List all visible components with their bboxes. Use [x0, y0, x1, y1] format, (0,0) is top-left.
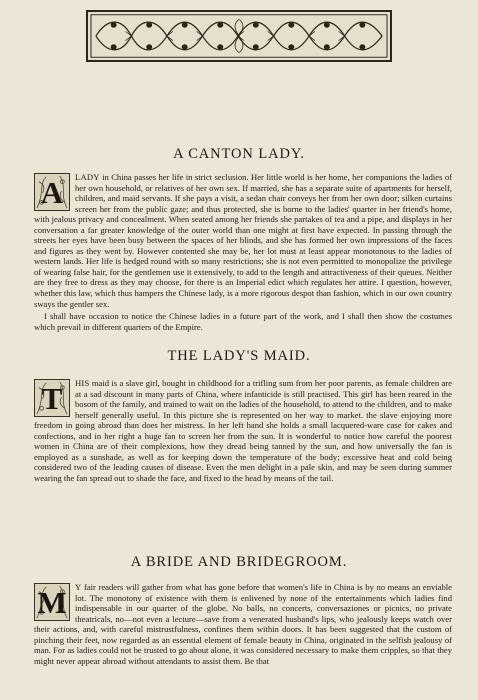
- floral-initial-icon: [34, 583, 70, 621]
- paragraph: maid is a slave girl, bought in childhood for a trifling sum from her poor parents, as female children are at a sad discount in many parts of China, where infanticide is still practised. This girl has been reared in the bosom of the family, and trained to wait on the ladies of the household, to attend to the children, and to make herself generally useful. In this picture she is represented on her way to market. the slave enjoying more freedom in going abroad than does her mistress. In her left hand she holds a small lacquered-ware case for cakes and confections, and in her right a huge fan to screen her from the sun. It is wonderful to notice how careful the poorest women in China are of their complexions, how they dread being tanned by the sun, and how universally the fan is employed as a sunshade, as well as for keeping down the temperature of the body; excessive heat and cold being considered two of the leading causes of disease. Even the men delight in a pale skin, and may be seen during summer wearing the fan spread out to shade the face, and fixed to the head by means of the tail.: [34, 378, 452, 483]
- section-body-canton-lady: [34, 172, 452, 332]
- dropcap-letter: M: [37, 584, 67, 620]
- paragraph: fair readers will gather from what has gone before that women's life in China is by no means an enviable lot. The monotony of existence with them is enlivened by none of the entertainments which ladies find indispensable in our quarter of the globe. No balls, no concerts, conversaziones or picnics, no private theatricals, no—not even a lecture—save from a venerated husband's lips, who jealously keeps watch over their actions, and, with careful mistrustfulness, confines them within doors. It has been suggested that the custom of pinching their feet, now regarded as an essential element of female beauty in China, originated in the selfish jealousy of man. For as ladies could not be trusted to go about alone, it was considered necessary to make them cripples, so that they might never appear abroad without attendants to assist them. Be that: [34, 582, 452, 666]
- paragraph: I shall have occasion to notice the Chinese ladies in a future part of the work, and I shall then show the costumes which prevail in different quarters of the Empire.: [34, 311, 452, 332]
- floral-initial-icon: [34, 173, 70, 211]
- lead-word: HIS: [75, 378, 90, 388]
- dropcap-letter: T: [41, 380, 63, 416]
- dropcap-letter: A: [40, 174, 64, 210]
- section-title-ladys-maid: THE LADY'S MAID.: [167, 348, 311, 364]
- floral-initial-icon: [34, 379, 70, 417]
- section-title-bride-bridegroom: A BRIDE AND BRIDEGROOM.: [130, 554, 348, 570]
- lead-word: LADY: [75, 172, 100, 182]
- ornamental-header-icon: [86, 10, 392, 62]
- lead-word: Y: [75, 582, 82, 592]
- section-title-canton-lady: A CANTON LADY.: [173, 146, 305, 162]
- paragraph: in China passes her life in strict seclusion. Her little world is her home, her companions the ladies of her own household, or relatives of her own sex. If married, she has a separate suite of apartments for herself, children, and maid servants. If she pays a visit, a sedan chair conveys her from her own door; silken curtains screen her from the public gaze; and thus protected, she is borne to the ladies' quarter in her friend's home, with jealous privacy and concealment. When seated among her friends she partakes of tea and a pipe, and displays in her conversation a far greater knowledge of the outer world than one might at first have expected. In passing through the streets her eyes have been busy between the spaces of her blinds, and she has formed her own impressions of the faces and figures as they went by. However contented she may be, her lot must at least appear monotonous to the ladies of western lands. Her life is hedged round with so many restrictions; she is not even permitted to monopolize the privilege of wearing false hair, for the gentlemen use it extensively, to add to the length and attractiveness of their queues. Neither are they free to dress as they may choose, for there is an Imperial edict which regulates her attire. I question, however, whether this law, which thus hampers the Chinese lady, is a more rigorous despot than fashion, which in our own country sways the gentler sex.: [34, 172, 452, 309]
- section-body-bride-bridegroom: [34, 582, 452, 666]
- section-body-ladys-maid: [34, 378, 452, 483]
